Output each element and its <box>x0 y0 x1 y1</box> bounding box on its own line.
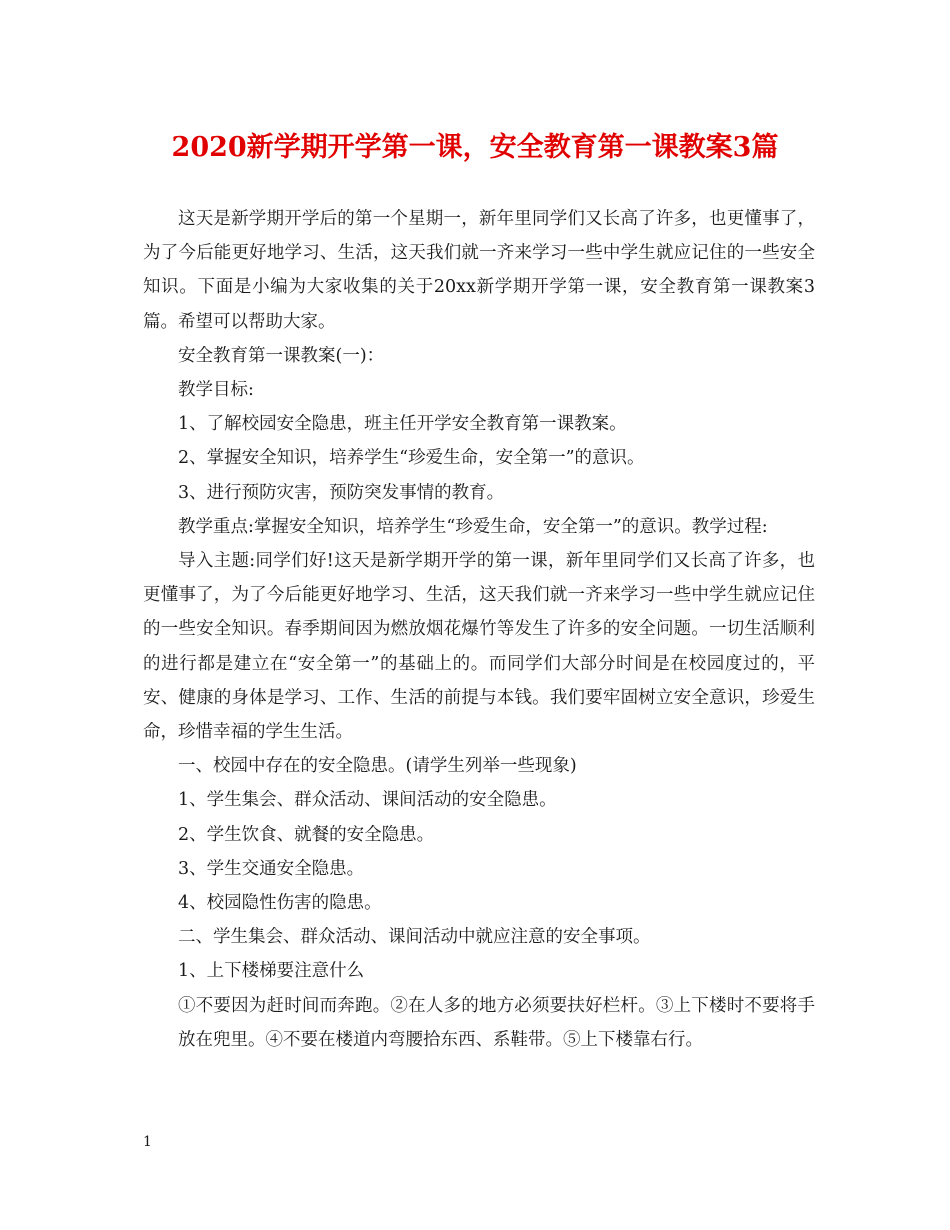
goal-item-2: 2、掌握安全知识，培养学生“珍爱生命，安全第一”的意识。 <box>178 448 645 469</box>
section-heading-hazards: 一、校园中存在的安全隐患。(请学生列举一些现象) <box>178 756 577 777</box>
stairs-heading: 1、上下楼梯要注意什么 <box>178 961 365 982</box>
section-heading-lesson-1: 安全教育第一课教案(一)： <box>178 345 385 366</box>
stairs-rules-paragraph: ①不要因为赶时间而奔跑。②在人多的地方必须要扶好栏杆。③上下楼时不要将手放在兜里。④不要在楼道内弯腰拾东西、系鞋带。⑤上下楼靠右行。 <box>178 995 815 1050</box>
section-heading-safety-matters: 二、学生集会、群众活动、课间活动中就应注意的安全事项。 <box>178 927 651 948</box>
intro-paragraph: 这天是新学期开学后的第一个星期一，新年里同学们又长高了许多，也更懂事了，为了今后能更好地学习、生活，这天我们就一齐来学习一些中学生就应记住的一些安全知识。下面是小编为大家收集的关于20xx新学期开学第一课，安全教育第一课教案3篇。希望可以帮助大家。 <box>143 209 815 332</box>
goal-item-3: 3、进行预防灾害，预防突发事情的教育。 <box>178 482 505 503</box>
document-body <box>143 202 815 1057</box>
page-number: 1 <box>143 1134 152 1150</box>
hazard-item-4: 4、校园隐性伤害的隐患。 <box>178 893 382 914</box>
hazard-item-3: 3、学生交通安全隐患。 <box>178 858 365 879</box>
teaching-goals-heading: 教学目标: <box>178 380 254 401</box>
document-title: 2020新学期开学第一课，安全教育第一课教案3篇 <box>171 132 779 163</box>
intro-topic-paragraph: 导入主题:同学们好!这天是新学期开学的第一课，新年里同学们又长高了许多，也更懂事了，为了今后能更好地学习、生活，这天我们就一齐来学习一些中学生就应记住的一些安全知识。春季期间因为燃放烟花爆竹等发生了许多的安全问题。一切生活顺利的进行都是建立在“安全第一”的基础上的。而同学们大部分时间是在校园度过的，平安、健康的身体是学习、工作、生活的前提与本钱。我们要牢固树立安全意识，珍爱生命，珍惜幸福的学生生活。 <box>143 551 815 743</box>
hazard-item-2: 2、学生饮食、就餐的安全隐患。 <box>178 824 435 845</box>
teaching-focus-paragraph: 教学重点:掌握安全知识，培养学生“珍爱生命，安全第一”的意识。教学过程: <box>178 516 768 537</box>
goal-item-1: 1、了解校园安全隐患，班主任开学安全教育第一课教案。 <box>178 414 627 435</box>
hazard-item-1: 1、学生集会、群众活动、课间活动的安全隐患。 <box>178 790 557 811</box>
